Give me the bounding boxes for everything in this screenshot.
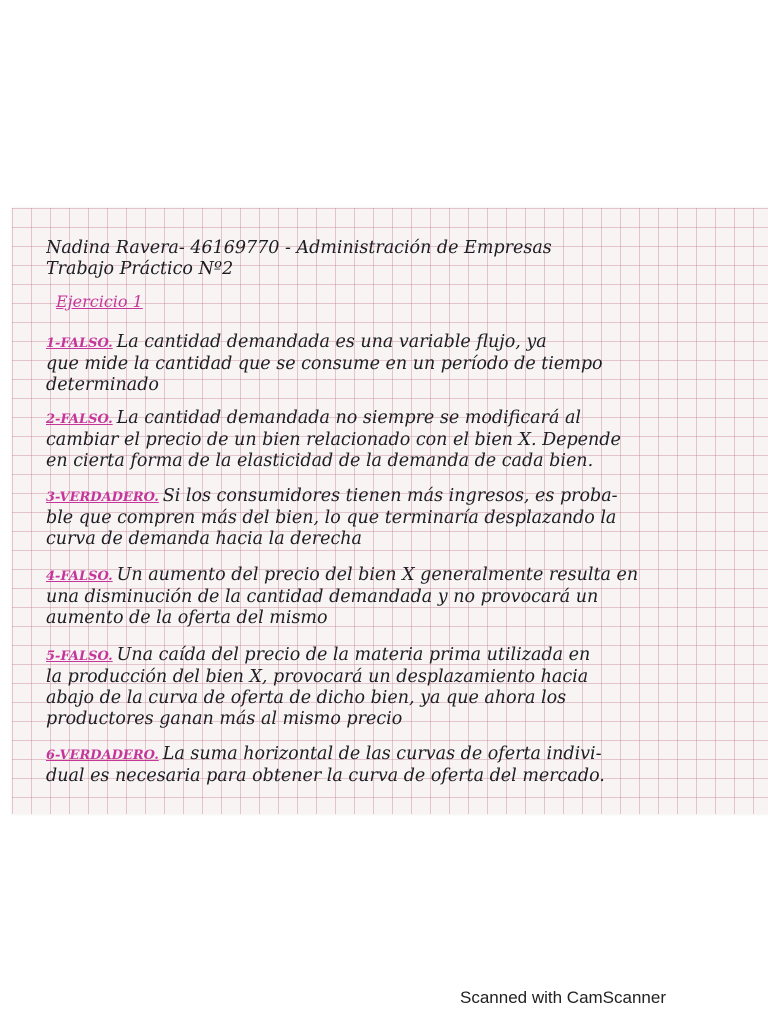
answer-item-6 <box>46 744 752 787</box>
answer-label: 2-FALSO. <box>46 412 113 427</box>
answer-text: determinado <box>46 375 159 395</box>
answer-text: Una caída del precio de la materia prima utilizada en <box>116 645 591 665</box>
answer-item-3 <box>46 486 752 550</box>
answer-item-2 <box>46 408 752 472</box>
answer-item-5 <box>46 645 752 730</box>
answer-text: la producción del bien X, provocará un desplazamiento hacia <box>46 667 589 687</box>
answer-text: abajo de la curva de oferta de dicho bien, ya que ahora los <box>46 688 567 708</box>
exercise-title: Ejercicio 1 <box>56 292 143 311</box>
answer-text: curva de demanda hacia la derecha <box>46 529 362 549</box>
graph-paper-sheet <box>12 208 768 814</box>
document-header <box>46 238 752 280</box>
answer-text: productores ganan más al mismo precio <box>46 709 403 729</box>
answer-text: en cierta forma de la elasticidad de la demanda de cada bien. <box>46 451 594 471</box>
answer-text: cambiar el precio de un bien relacionado con el bien X. Depende <box>46 430 621 450</box>
answer-text: ble que compren más del bien, lo que terminaría desplazando la <box>46 508 617 528</box>
answer-label: 5-FALSO. <box>46 649 113 664</box>
answer-text: aumento de la oferta del mismo <box>46 608 328 628</box>
header-name-line: Nadina Ravera- 46169770 - Administración de Empresas <box>46 238 552 258</box>
answer-text: que mide la cantidad que se consume en un período de tiempo <box>46 354 603 374</box>
answer-label: 1-FALSO. <box>46 336 113 351</box>
answer-item-1 <box>46 332 752 396</box>
header-assignment-line: Trabajo Práctico Nº2 <box>46 259 234 279</box>
answer-text: La cantidad demandada es una variable flujo, ya <box>116 332 547 352</box>
answer-text: Si los consumidores tienen más ingresos, es proba- <box>162 486 618 506</box>
answer-label: 6-VERDADERO. <box>46 748 159 763</box>
answer-text: dual es necesaria para obtener la curva de oferta del mercado. <box>46 766 605 786</box>
answer-text: Un aumento del precio del bien X generalmente resulta en <box>116 565 639 585</box>
answer-label: 4-FALSO. <box>46 569 113 584</box>
answer-label: 3-VERDADERO. <box>46 490 159 505</box>
scanner-watermark: Scanned with CamScanner <box>460 988 667 1007</box>
answer-text: La cantidad demandada no siempre se modificará al <box>116 408 581 428</box>
answer-text: La suma horizontal de las curvas de oferta indivi- <box>162 744 602 764</box>
answer-item-4 <box>46 565 752 629</box>
answer-text: una disminución de la cantidad demandada y no provocará un <box>46 587 599 607</box>
